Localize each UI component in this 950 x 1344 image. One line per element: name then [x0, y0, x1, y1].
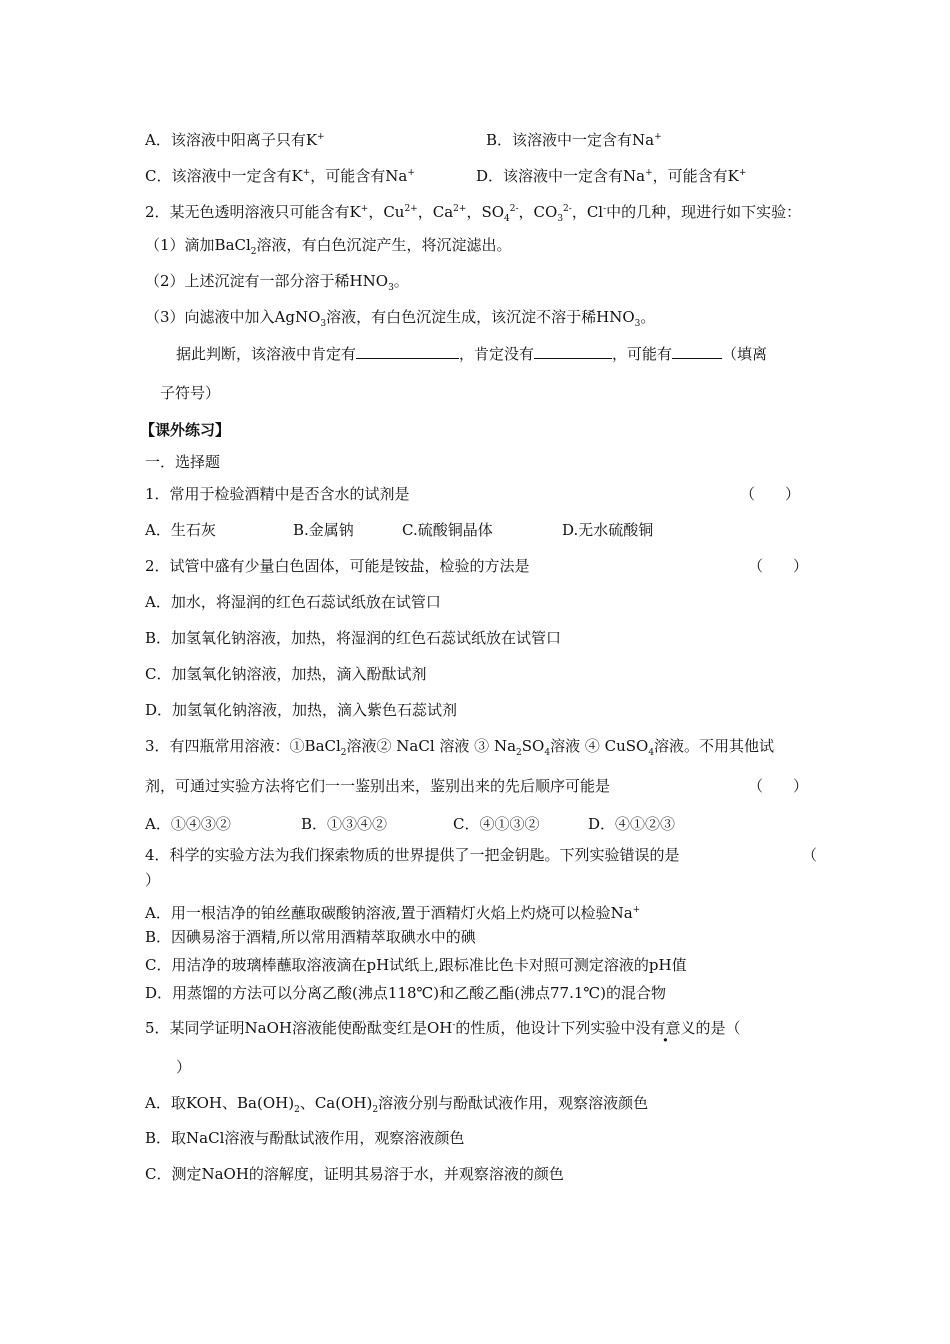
- section-title: 【课外练习】: [140, 421, 231, 439]
- q3-option-d: D．④①②③: [588, 815, 676, 833]
- q4-paren-open[interactable]: （: [802, 846, 818, 864]
- q1-option-b: B.金属钠: [293, 521, 354, 539]
- ion-step-3: （3）向滤液中加入AgNO$_3$溶液，有白色沉淀生成，该沉淀不溶于稀$HNO_3$。: [145, 308, 656, 329]
- q3-option-c: C．④①③②: [453, 815, 540, 833]
- q2-option-d: D．加氢氧化钠溶液，加热，滴入紫色石蕊试剂: [145, 701, 458, 719]
- q5-option-c: C．测定NaOH的溶解度，证明其易溶于水，并观察溶液的颜色: [145, 1165, 564, 1183]
- q4-stem: 4．科学的实验方法为我们探索物质的世界提供了一把金钥匙。下列实验错误的是: [145, 846, 680, 864]
- q1-answer-paren[interactable]: （ ）: [740, 485, 801, 503]
- q3-option-a: A．①④③②: [145, 815, 231, 833]
- answer-blank-possible[interactable]: [672, 344, 722, 359]
- ion-step-2: （2）上述沉淀有一部分溶于稀$HNO_3$。: [145, 272, 409, 293]
- q2-option-a: A．加水，将湿润的红色石蕊试纸放在试管口: [145, 593, 441, 611]
- q4-paren-close: ）: [145, 871, 161, 889]
- ion-step-1: （1）滴加BaCl$_2$溶液，有白色沉淀产生，将沉淀滤出。: [145, 236, 512, 257]
- q2-option-c: C．加氢氧化钠溶液，加热，滴入酚酞试剂: [145, 665, 427, 683]
- q-prev-option-c: C．该溶液中一定含有K+，可能含有Na+: [145, 167, 415, 185]
- q3-answer-paren[interactable]: （ ）: [748, 777, 809, 795]
- section-part: 一．选择题: [145, 453, 221, 471]
- q5-option-a: A．取KOH、$Ba(OH)_2$、$Ca(OH)_2$溶液分别与酚酞试液作用，观察溶液颜色: [145, 1094, 649, 1115]
- q-prev-option-a: A．该溶液中阳离子只有K+: [145, 131, 325, 149]
- q3-stem-line-2: 剂，可通过实验方法将它们一一鉴别出来，鉴别出来的先后顺序可能是: [145, 777, 611, 795]
- q2-option-b: B．加氢氧化钠溶液，加热，将湿润的红色石蕊试纸放在试管口: [145, 629, 562, 647]
- q5-emphasis: 没有意义: [635, 1019, 696, 1037]
- q1-option-a: A．生石灰: [145, 521, 216, 539]
- q5-paren-close: ）: [176, 1058, 192, 1076]
- q5-stem: 5．某同学证明NaOH溶液能使酚酞变红是OH-的性质，他设计下列实验中没有意义的是（: [145, 1019, 741, 1037]
- ion-question-stem: 2．某无色透明溶液只可能含有K+，$Cu^{2+}$，$Ca^{2+}$，$SO_4^{2-}$，$CO_3^{2-}$，Cl-中的几种，现进行如下实验：: [145, 203, 802, 224]
- q3-stem: 3．有四瓶常用溶液：①BaCl$_2$溶液② NaCl 溶液 ③ $Na_2SO_4$溶液 ④ CuSO$_4$溶液。不用其他试: [145, 737, 775, 758]
- q-prev-option-d: D．该溶液中一定含有Na+，可能含有K+: [476, 167, 747, 185]
- q5-option-b: B．取NaCl溶液与酚酞试液作用，观察溶液颜色: [145, 1129, 465, 1147]
- ion-judgement-line: 据此判断，该溶液中肯定有 ，肯定没有 ，可能有 （填离: [176, 345, 768, 363]
- q1-option-c: C.硫酸铜晶体: [402, 521, 493, 539]
- q2-stem: 2．试管中盛有少量白色固体，可能是铵盐，检验的方法是: [145, 557, 530, 575]
- ion-judgement-line-2: 子符号）: [160, 384, 221, 402]
- q1-stem: 1．常用于检验酒精中是否含水的试剂是: [145, 485, 410, 503]
- q3-option-b: B．①③④②: [301, 815, 388, 833]
- q2-answer-paren[interactable]: （ ）: [748, 557, 809, 575]
- q4-option-a: A．用一根洁净的铂丝蘸取碳酸钠溶液,置于酒精灯火焰上灼烧可以检验Na+: [145, 904, 641, 922]
- q-prev-option-b: B．该溶液中一定含有Na+: [486, 131, 662, 149]
- q4-option-b: B．因碘易溶于酒精,所以常用酒精萃取碘水中的碘: [145, 928, 476, 946]
- q4-option-c: C．用洁净的玻璃棒蘸取溶液滴在pH试纸上,跟标准比色卡对照可测定溶液的pH值: [145, 956, 687, 974]
- q4-option-d: D．用蒸馏的方法可以分离乙酸(沸点118℃)和乙酸乙酯(沸点77.1℃)的混合物: [145, 984, 667, 1002]
- answer-blank-definite[interactable]: [356, 344, 459, 359]
- answer-blank-absent[interactable]: [534, 344, 612, 359]
- q1-option-d: D.无水硫酸铜: [562, 521, 654, 539]
